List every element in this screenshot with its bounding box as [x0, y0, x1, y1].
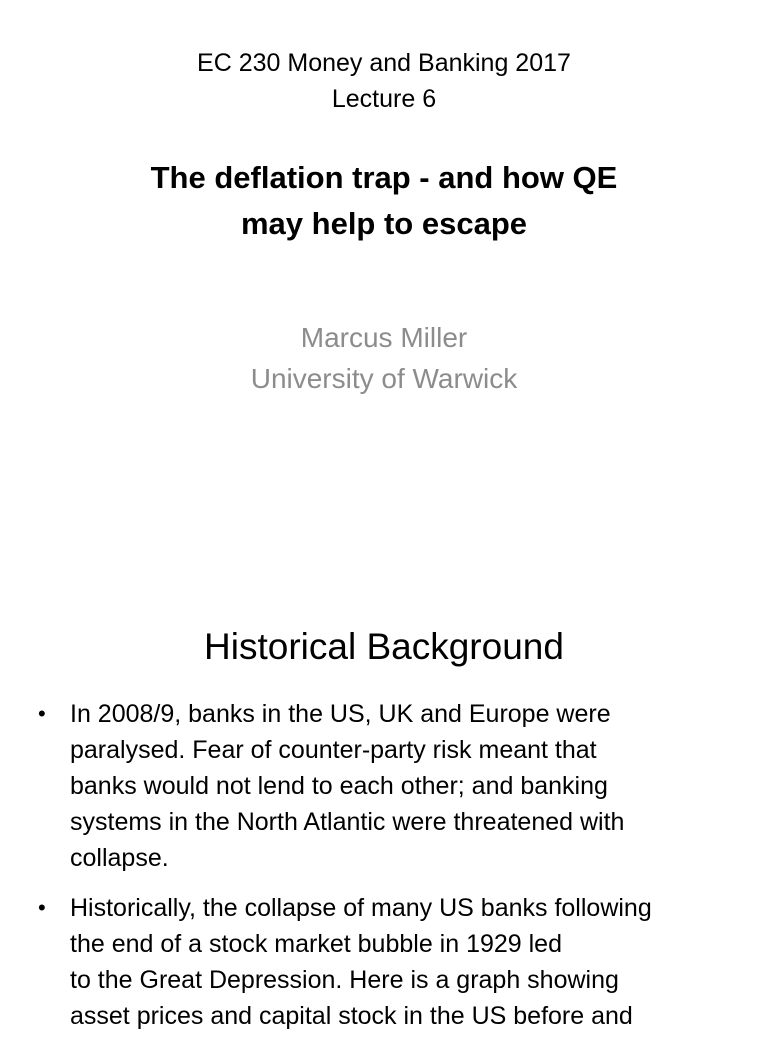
- bullet-icon: •: [38, 701, 46, 726]
- author-name: Marcus Miller: [300, 322, 468, 353]
- content-slide: [0, 590, 768, 1030]
- lecture-number: Lecture 6: [331, 85, 437, 113]
- bullet-item: [0, 890, 768, 1034]
- course-title: EC 230 Money and Banking 2017: [197, 49, 571, 77]
- bullet-text-line: In 2008/9, banks in the US, UK and Europe were: [70, 700, 611, 728]
- lecture-title-line: The deflation trap - and how QE: [150, 160, 618, 195]
- bullet-text-line: to the Great Depression. Here is a graph showing: [70, 966, 619, 994]
- bullet-text-line: Historically, the collapse of many US banks following: [70, 894, 652, 922]
- bullet-text-line: systems in the North Atlantic were threatened with: [70, 808, 625, 836]
- lecture-title-line: may help to escape: [240, 206, 527, 241]
- bullet-text-line: asset prices and capital stock in the US before and: [70, 1002, 633, 1030]
- bullet-text-line: collapse.: [70, 844, 169, 872]
- bullet-text-line: banks would not lend to each other; and banking: [70, 772, 608, 800]
- bullet-text-line: the end of a stock market bubble in 1929 led: [70, 930, 562, 958]
- bullet-text-line: paralysed. Fear of counter-party risk meant that: [70, 736, 597, 764]
- author-affiliation: University of Warwick: [250, 363, 518, 394]
- bullet-icon: •: [38, 895, 46, 920]
- section-heading: Historical Background: [204, 626, 564, 667]
- bullet-item: [0, 696, 768, 876]
- bullet-list: [0, 696, 768, 1048]
